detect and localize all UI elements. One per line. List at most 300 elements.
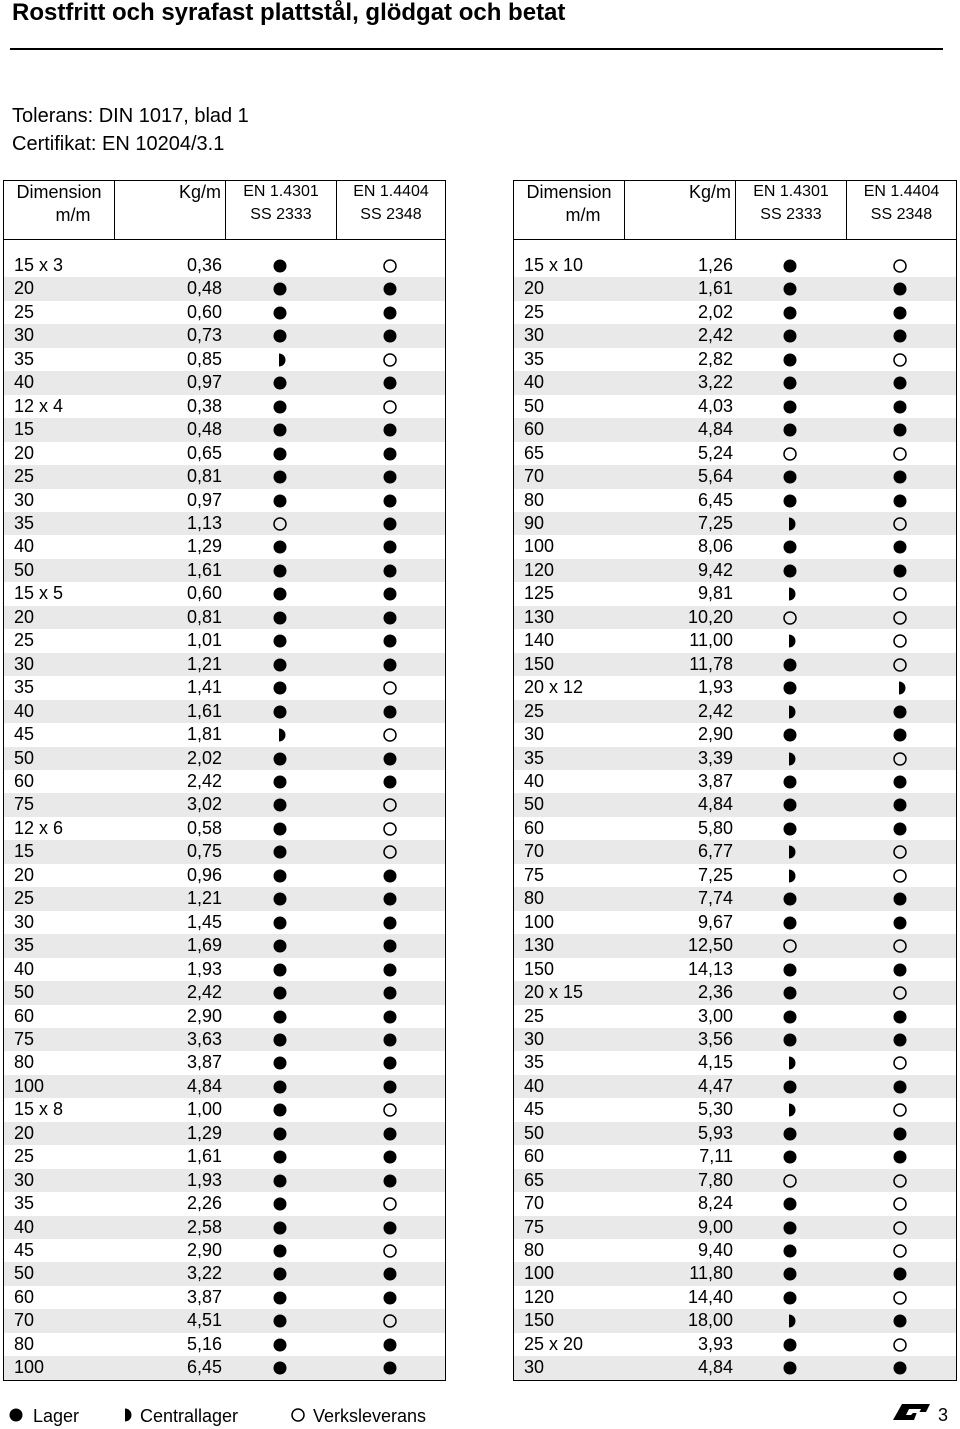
steel-1-availability [782, 1216, 800, 1239]
weight-cell: 2,02 [186, 747, 222, 768]
full-circle-icon [782, 1266, 798, 1282]
full-circle-icon [382, 1126, 398, 1142]
full-circle-icon [272, 657, 288, 673]
header-dimension-label: Dimension [526, 182, 612, 202]
steel-2-availability [382, 1356, 400, 1379]
weight-cell: 3,00 [697, 1005, 733, 1026]
dimension-cell: 50 [14, 559, 35, 580]
full-circle-icon [892, 1009, 908, 1025]
steel-2-availability [382, 840, 400, 863]
table-row [514, 1122, 956, 1145]
full-circle-icon [272, 399, 288, 415]
full-circle-icon [782, 399, 798, 415]
steel-1-availability [782, 747, 800, 770]
table-row [4, 958, 445, 981]
dimension-cell: 50 [14, 982, 35, 1003]
dimension-cell: 70 [524, 841, 545, 862]
steel-1-availability [782, 864, 800, 887]
steel-2-availability [892, 535, 910, 558]
full-circle-icon [272, 751, 288, 767]
ring-icon [382, 727, 398, 743]
dimension-cell: 70 [524, 1193, 545, 1214]
certificate-text: Certifikat: EN 10204/3.1 [12, 133, 225, 155]
full-circle-icon [382, 938, 398, 954]
full-circle-icon [892, 1126, 908, 1142]
weight-cell: 4,84 [186, 1075, 222, 1096]
dimension-cell: 80 [524, 888, 545, 909]
steel-2-availability [382, 395, 400, 418]
weight-cell: 2,42 [697, 325, 733, 346]
full-circle-icon [782, 422, 798, 438]
steel-1-availability [782, 934, 800, 957]
half-circle-icon [272, 352, 288, 368]
dimension-cell: 30 [524, 1028, 545, 1049]
full-circle-icon [272, 422, 288, 438]
table-row [514, 629, 956, 652]
weight-cell: 9,42 [697, 559, 733, 580]
full-circle-icon [782, 1337, 798, 1353]
dimension-cell: 60 [14, 1005, 35, 1026]
steel-2-availability [382, 1262, 400, 1285]
full-circle-icon [892, 797, 908, 813]
full-circle-icon [892, 1079, 908, 1095]
steel-2-availability [382, 1122, 400, 1145]
table-row [514, 1192, 956, 1215]
full-circle-icon [892, 962, 908, 978]
weight-cell: 0,75 [186, 841, 222, 862]
steel-1-availability [272, 817, 290, 840]
steel-1-availability [272, 606, 290, 629]
full-circle-icon [272, 446, 288, 462]
steel-1-availability [782, 395, 800, 418]
steel-2-availability [892, 1356, 910, 1379]
ring-icon [892, 516, 908, 532]
dimension-cell: 60 [14, 1286, 35, 1307]
dimension-cell: 50 [524, 794, 545, 815]
header-dimension [4, 181, 114, 239]
full-circle-icon [382, 915, 398, 931]
weight-cell: 1,61 [186, 1146, 222, 1167]
full-circle-icon [272, 1337, 288, 1353]
table-row [4, 301, 445, 324]
ring-icon [892, 1196, 908, 1212]
weight-cell: 11,78 [689, 653, 733, 674]
weight-cell: 11,00 [689, 630, 733, 651]
full-circle-icon [382, 774, 398, 790]
table-row [514, 747, 956, 770]
table-row [4, 1098, 445, 1121]
steel-2-availability [892, 840, 910, 863]
dimension-cell: 30 [14, 653, 35, 674]
weight-cell: 0,73 [186, 325, 222, 346]
full-circle-icon [892, 422, 908, 438]
header-steel-1-ss: SS 2333 [250, 206, 312, 223]
ring-icon [272, 516, 288, 532]
dimension-cell: 15 [14, 841, 35, 862]
steel-2-availability [892, 934, 910, 957]
steel-1-availability [272, 793, 290, 816]
half-circle-icon [782, 633, 798, 649]
header-steel-2 [847, 181, 956, 239]
steel-2-availability [892, 1051, 910, 1074]
table-row [514, 958, 956, 981]
full-circle-icon [782, 962, 798, 978]
weight-cell: 3,63 [186, 1028, 222, 1049]
table-row [4, 1145, 445, 1168]
weight-cell: 0,58 [186, 817, 222, 838]
dimension-cell: 50 [14, 1263, 35, 1284]
weight-cell: 2,42 [697, 700, 733, 721]
ring-icon [382, 821, 398, 837]
full-circle-icon [782, 891, 798, 907]
full-circle-icon [782, 305, 798, 321]
header-dimension-label: Dimension [16, 182, 102, 202]
weight-cell: 18,00 [687, 1310, 733, 1331]
weight-cell: 7,80 [697, 1169, 733, 1190]
steel-1-availability [782, 324, 800, 347]
weight-cell: 1,61 [186, 700, 222, 721]
full-circle-icon [382, 985, 398, 1001]
table-row [4, 723, 445, 746]
dimension-cell: 15 [14, 419, 35, 440]
weight-cell: 5,80 [697, 817, 733, 838]
dimension-cell: 25 [14, 888, 35, 909]
steel-2-availability [892, 1309, 910, 1332]
dimension-cell: 150 [524, 958, 555, 979]
dimension-cell: 60 [524, 419, 545, 440]
steel-1-availability [272, 629, 290, 652]
full-circle-icon [892, 915, 908, 931]
full-circle-icon [382, 1360, 398, 1376]
dimension-cell: 75 [14, 794, 35, 815]
steel-1-availability [782, 1028, 800, 1051]
table-row [514, 489, 956, 512]
table-row [4, 1051, 445, 1074]
steel-2-availability [382, 747, 400, 770]
ring-icon [382, 258, 398, 274]
header-steel-2-en: EN 1.4404 [863, 183, 940, 200]
header-steel-1-ss: SS 2333 [760, 206, 822, 223]
steel-2-availability [892, 1239, 910, 1262]
table-row [514, 301, 956, 324]
steel-1-availability [272, 442, 290, 465]
table-row [4, 864, 445, 887]
steel-1-availability [272, 348, 290, 371]
table-row [514, 535, 956, 558]
dimension-cell: 25 [14, 630, 35, 651]
weight-cell: 5,64 [697, 466, 733, 487]
full-circle-icon [892, 821, 908, 837]
weight-cell: 1,01 [186, 630, 222, 651]
ring-icon [382, 1102, 398, 1118]
full-circle-icon [892, 1313, 908, 1329]
full-circle-icon [382, 1266, 398, 1282]
table-row [514, 324, 956, 347]
full-circle-icon [272, 563, 288, 579]
table-row [4, 582, 445, 605]
dimension-cell: 25 [14, 301, 35, 322]
steel-1-availability [272, 1192, 290, 1215]
full-circle-icon [782, 1126, 798, 1142]
dimension-cell: 15 x 10 [524, 255, 584, 275]
table-row [4, 934, 445, 957]
steel-1-availability [782, 653, 800, 676]
ring-icon [892, 633, 908, 649]
ring-icon [782, 610, 798, 626]
steel-2-availability [382, 371, 400, 394]
weight-cell: 2,90 [186, 1005, 222, 1026]
weight-cell: 3,39 [697, 747, 733, 768]
weight-cell: 0,97 [186, 489, 222, 510]
dimension-cell: 150 [524, 653, 555, 674]
table-row [514, 1051, 956, 1074]
table-row [4, 629, 445, 652]
weight-cell: 4,51 [186, 1310, 222, 1331]
full-circle-icon [382, 891, 398, 907]
dimension-cell: 30 [14, 1169, 35, 1190]
weight-cell: 7,74 [697, 888, 733, 909]
dimension-cell: 25 [524, 301, 545, 322]
weight-cell: 0,81 [186, 466, 222, 487]
weight-cell: 10,20 [687, 606, 733, 627]
dimension-cell: 60 [524, 1146, 545, 1167]
steel-2-availability [382, 512, 400, 535]
dimension-cell: 20 x 12 [524, 677, 584, 698]
table-row [4, 254, 445, 277]
steel-2-availability [382, 442, 400, 465]
dimension-cell: 35 [14, 512, 35, 533]
full-circle-icon [272, 1102, 288, 1118]
dimension-cell: 120 [524, 559, 555, 580]
dimension-cell: 30 [14, 911, 35, 932]
table-row [4, 1216, 445, 1239]
ring-icon [892, 446, 908, 462]
full-circle-icon [272, 610, 288, 626]
steel-2-availability [892, 1005, 910, 1028]
steel-1-availability [782, 1075, 800, 1098]
full-circle-icon [382, 704, 398, 720]
table-row [4, 653, 445, 676]
table-row [4, 770, 445, 793]
dimension-cell: 100 [524, 911, 555, 932]
steel-2-availability [892, 958, 910, 981]
steel-1-availability [272, 840, 290, 863]
dimension-table-left [3, 180, 446, 1381]
ring-icon [892, 938, 908, 954]
ring-icon [892, 751, 908, 767]
table-row [514, 348, 956, 371]
weight-cell: 0,36 [186, 255, 222, 275]
full-circle-icon [782, 281, 798, 297]
table-row [514, 840, 956, 863]
steel-1-availability [782, 887, 800, 910]
half-circle-icon [782, 704, 798, 720]
table-row [4, 535, 445, 558]
weight-cell: 0,60 [186, 301, 222, 322]
dimension-cell: 35 [14, 348, 35, 369]
ring-icon [892, 868, 908, 884]
half-circle-icon [782, 1313, 798, 1329]
dimension-cell: 15 x 8 [14, 1099, 64, 1120]
table-row [514, 770, 956, 793]
dimension-cell: 80 [524, 1240, 545, 1261]
full-circle-icon [892, 563, 908, 579]
steel-2-availability [382, 770, 400, 793]
steel-2-availability [892, 1333, 910, 1356]
steel-2-availability [382, 1333, 400, 1356]
full-circle-icon [782, 774, 798, 790]
steel-1-availability [272, 958, 290, 981]
table-row [4, 817, 445, 840]
dimension-cell: 75 [14, 1028, 35, 1049]
table-row [4, 1239, 445, 1262]
full-circle-icon [272, 938, 288, 954]
dimension-cell: 20 [14, 606, 35, 627]
steel-2-availability [382, 981, 400, 1004]
header-kg-label: Kg/m [688, 182, 731, 202]
full-circle-icon [382, 539, 398, 555]
full-circle-icon [892, 1032, 908, 1048]
steel-2-availability [382, 1286, 400, 1309]
dimension-cell: 125 [524, 583, 555, 604]
dimension-cell: 45 [14, 724, 35, 745]
full-circle-icon [782, 493, 798, 509]
ring-icon [290, 1407, 306, 1423]
steel-1-availability [782, 465, 800, 488]
dimension-cell: 50 [524, 395, 545, 416]
full-circle-icon [272, 258, 288, 274]
half-circle-icon [782, 1102, 798, 1118]
steel-2-availability [382, 1309, 400, 1332]
full-circle-icon [382, 493, 398, 509]
steel-1-availability [272, 301, 290, 324]
steel-2-availability [892, 1028, 910, 1051]
steel-1-availability [272, 1051, 290, 1074]
full-circle-icon [892, 1360, 908, 1376]
full-circle-icon [272, 305, 288, 321]
full-circle-icon [782, 328, 798, 344]
steel-2-availability [892, 582, 910, 605]
steel-2-availability [892, 1216, 910, 1239]
steel-1-availability [782, 442, 800, 465]
weight-cell: 5,93 [697, 1122, 733, 1143]
weight-cell: 1,69 [186, 935, 222, 956]
full-circle-icon [782, 1360, 798, 1376]
weight-cell: 1,26 [697, 255, 733, 275]
steel-1-availability [782, 840, 800, 863]
weight-cell: 3,22 [697, 372, 733, 393]
full-circle-icon [382, 962, 398, 978]
ring-icon [382, 1243, 398, 1259]
steel-2-availability [892, 324, 910, 347]
dimension-cell: 20 [14, 442, 35, 463]
weight-cell: 2,36 [697, 982, 733, 1003]
steel-1-availability [272, 1286, 290, 1309]
header-kg-label: Kg/m [178, 182, 221, 202]
full-circle-icon [382, 586, 398, 602]
steel-1-availability [782, 1005, 800, 1028]
steel-2-availability [892, 700, 910, 723]
dimension-cell: 70 [524, 466, 545, 487]
steel-2-availability [382, 1239, 400, 1262]
steel-2-availability [892, 1145, 910, 1168]
table-body-left [4, 254, 445, 1380]
full-circle-icon [382, 633, 398, 649]
full-circle-icon [382, 657, 398, 673]
full-circle-icon [382, 1290, 398, 1306]
weight-cell: 2,90 [186, 1240, 222, 1261]
table-row [514, 864, 956, 887]
steel-2-availability [892, 747, 910, 770]
steel-2-availability [892, 1075, 910, 1098]
full-circle-icon [382, 446, 398, 462]
dimension-table-right [513, 180, 957, 1381]
steel-1-availability [782, 1309, 800, 1332]
full-circle-icon [782, 1149, 798, 1165]
steel-1-availability [782, 535, 800, 558]
weight-cell: 0,97 [186, 372, 222, 393]
ring-icon [892, 1220, 908, 1236]
ring-icon [382, 1196, 398, 1212]
weight-cell: 12,50 [687, 935, 733, 956]
table-row [514, 1005, 956, 1028]
header-steel-2 [337, 181, 445, 239]
dimension-cell: 20 [14, 1122, 35, 1143]
full-circle-icon [272, 328, 288, 344]
header-underline [4, 239, 445, 240]
weight-cell: 9,00 [697, 1216, 733, 1237]
full-circle-icon [272, 1290, 288, 1306]
ring-icon [892, 352, 908, 368]
steel-2-availability [382, 1098, 400, 1121]
full-circle-icon [892, 305, 908, 321]
steel-1-availability [272, 1075, 290, 1098]
header-steel-1 [226, 181, 336, 239]
steel-1-availability [782, 1192, 800, 1215]
table-row [514, 1216, 956, 1239]
weight-cell: 3,87 [186, 1286, 222, 1307]
dimension-cell: 25 [14, 1146, 35, 1167]
steel-2-availability [892, 489, 910, 512]
steel-2-availability [382, 1051, 400, 1074]
dimension-cell: 20 [524, 278, 545, 299]
header-steel-2-ss: SS 2348 [870, 206, 933, 223]
steel-1-availability [272, 1262, 290, 1285]
weight-cell: 1,61 [186, 559, 222, 580]
table-row [4, 277, 445, 300]
legend-label-stock: Lager [33, 1406, 80, 1426]
full-circle-icon [272, 1055, 288, 1071]
steel-2-availability [892, 301, 910, 324]
full-circle-icon [382, 1079, 398, 1095]
table-row [4, 747, 445, 770]
weight-cell: 3,22 [186, 1263, 222, 1284]
full-circle-icon [272, 375, 288, 391]
dimension-cell: 40 [14, 958, 35, 979]
full-circle-icon [382, 375, 398, 391]
steel-1-availability [272, 395, 290, 418]
steel-2-availability [382, 1216, 400, 1239]
half-circle-icon [782, 844, 798, 860]
dimension-cell: 70 [14, 1310, 35, 1331]
steel-1-availability [782, 1051, 800, 1074]
steel-2-availability [382, 559, 400, 582]
steel-1-availability [782, 559, 800, 582]
dimension-cell: 25 [14, 466, 35, 487]
full-circle-icon [382, 516, 398, 532]
weight-cell: 14,13 [687, 958, 733, 979]
table-row [514, 1169, 956, 1192]
